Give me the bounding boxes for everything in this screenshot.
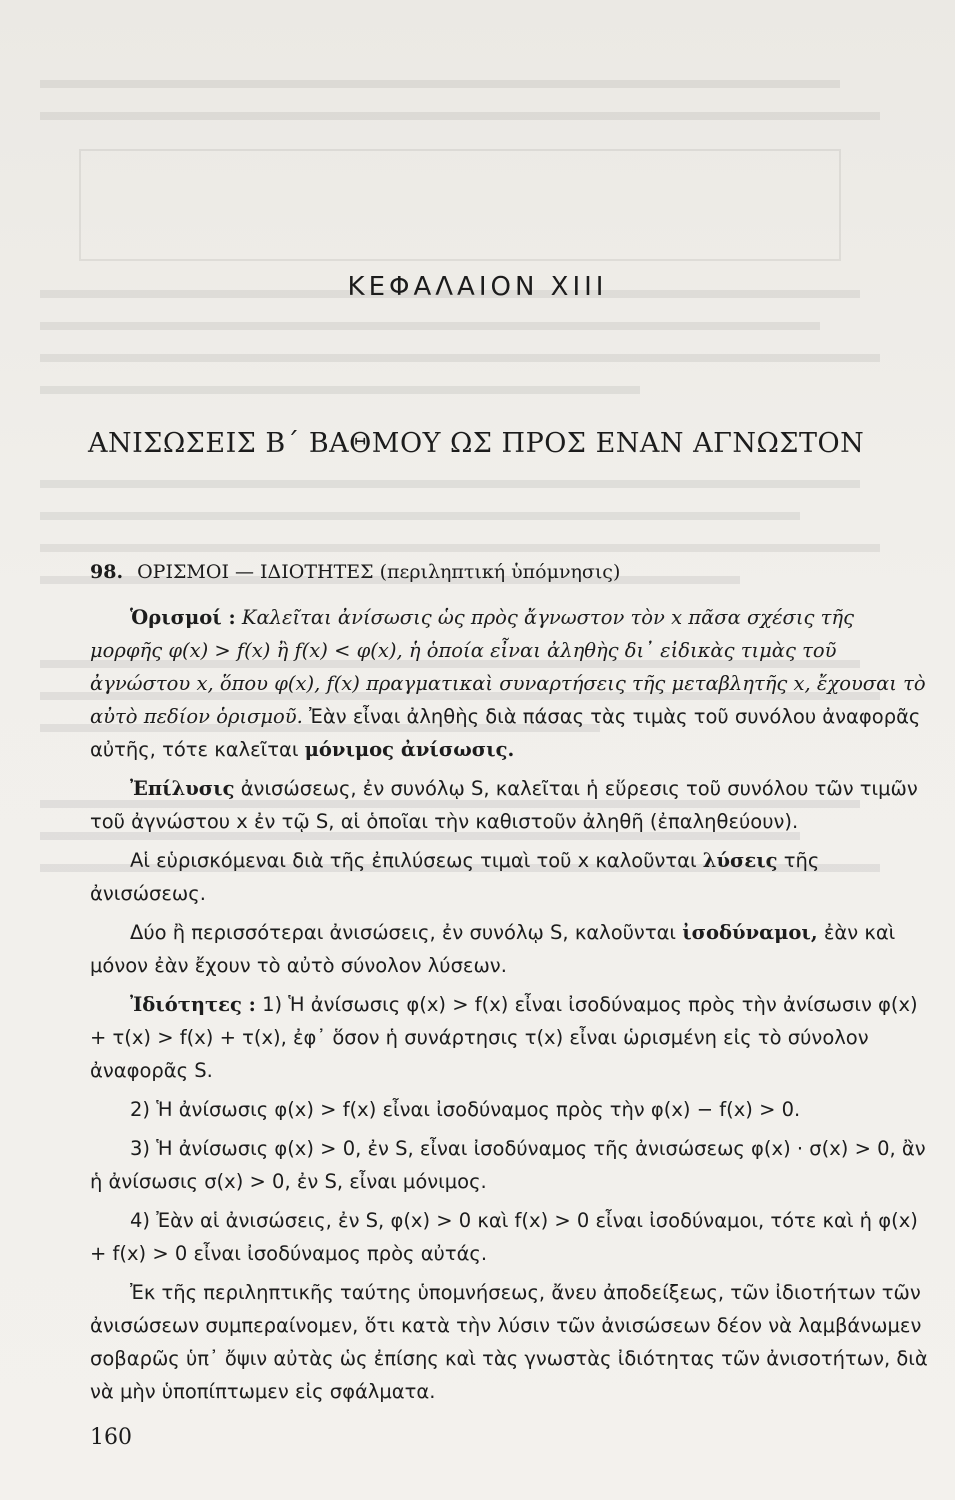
solutions-term: λύσεις [702, 849, 778, 872]
property-4: 4) Ἐὰν αἱ ἀνισώσεις, ἐν S, φ(x) > 0 καὶ f(x) > 0 εἶναι ἰσοδύναμοι, τότε καὶ ἡ φ(x) + f(x) > 0 εἶναι ἰσοδύναμος πρὸς αὐτάς. [90, 1209, 918, 1265]
property-1 [90, 988, 930, 1087]
property-2: 2) Ἡ ἀνίσωσις φ(x) > f(x) εἶναι ἰσοδύναμος πρὸς τὴν φ(x) − f(x) > 0. [130, 1098, 801, 1121]
equivalent-text-2: ἐὰν καὶ μόνον ἐὰν ἔχουν τὸ αὐτὸ σύνολον λύσεων. [90, 921, 896, 977]
section-number: 98. [90, 561, 124, 583]
equivalent-paragraph [90, 916, 930, 982]
permanent-inequality-term: μόνιμος ἀνίσωσις. [304, 738, 515, 761]
solution-paragraph [90, 772, 930, 838]
definitions-text-2: Ἐὰν εἶναι ἀληθὴς διὰ πάσας τὰς τιμὰς τοῦ συνόλου ἀναφορᾶς αὐτῆς, τότε καλεῖται [90, 705, 921, 761]
page-number: 160 [90, 1425, 132, 1450]
solution-text: ἀνισώσεως, ἐν συνόλῳ S, καλεῖται ἡ εὕρεσις τοῦ συνόλου τῶν τιμῶν τοῦ ἀγνώστου x ἐν τῷ S, αἱ ὁποῖαι τὴν καθιστοῦν ἀληθῆ (ἐπαληθεύουν). [90, 777, 918, 833]
properties-label: Ἰδιότητες : [130, 993, 256, 1016]
closing-paragraph: Ἐκ τῆς περιληπτικῆς ταύτης ὑπομνήσεως, ἄνευ ἀποδείξεως, τῶν ἰδιοτήτων τῶν ἀνισώσεων συμπεραίνομεν, ὅτι κατὰ τὴν λύσιν τῶν ἀνισώσεων δέον νὰ λαμβάνωμεν σοβαρῶς ὑπ᾽ ὄψιν αὐτὰς ὡς ἐπίσης καὶ τὰς γνωστὰς ἰδιότητας τῶν ἀνισοτήτων, διὰ νὰ μὴν ὑποπίπτωμεν εἰς σφάλματα. [90, 1281, 928, 1403]
chapter-title: ΑΝΙΣΩΣΕΙΣ Β΄ ΒΑΘΜΟΥ ΩΣ ΠΡΟΣ ΕΝΑΝ ΑΓΝΩΣΤΟΝ [88, 428, 865, 459]
definitions-text: Καλεῖται ἀνίσωσις ὡς πρὸς ἄγνωστον τὸν x πᾶσα σχέσις τῆς μορφῆς φ(x) > f(x) ἢ f(x) < φ(x), ἡ ὁποία εἶναι ἀληθὴς δι᾽ εἰδικὰς τιμὰς τοῦ ἀγνώστου x, ὅπου φ(x), f(x) πραγματικαὶ συναρτήσεις τῆς μεταβλητῆς x, ἔχουσαι τὸ αὐτὸ πεδίον ὁρισμοῦ. [90, 606, 926, 728]
chapter-heading: ΚΕΦΑΛΑΙΟΝ XIII [347, 272, 608, 302]
property-3: 3) Ἡ ἀνίσωσις φ(x) > 0, ἐν S, εἶναι ἰσοδύναμος τῆς ἀνισώσεως φ(x) · σ(x) > 0, ἂν ἡ ἀνίσωσις σ(x) > 0, ἐν S, εἶναι μόνιμος. [90, 1137, 926, 1193]
definitions-label: Ὁρισμοί : [130, 606, 236, 629]
solutions-text: Αἱ εὑρισκόμεναι διὰ τῆς ἐπιλύσεως τιμαὶ τοῦ x καλοῦνται [130, 849, 697, 872]
solutions-text-2: τῆς ἀνισώσεως. [90, 849, 820, 905]
equivalent-text: Δύο ἢ περισσότεραι ἀνισώσεις, ἐν συνόλῳ S, καλοῦνται [130, 921, 677, 944]
definitions-paragraph [90, 601, 930, 766]
property-1-text: 1) Ἡ ἀνίσωσις φ(x) > f(x) εἶναι ἰσοδύναμος πρὸς τὴν ἀνίσωσιν φ(x) + τ(x) > f(x) + τ(x), ἐφ᾽ ὅσον ἡ συνάρτησις τ(x) εἶναι ὡρισμένη εἰς τὸ σύνολον ἀναφορᾶς S. [90, 993, 918, 1082]
solution-term: Ἐπίλυσις [130, 777, 235, 800]
section-title: ΟΡΙΣΜΟΙ — ΙΔΙΟΤΗΤΕΣ (περιληπτική ὑπόμνησις) [137, 561, 621, 583]
page-body [90, 556, 930, 1414]
equivalent-term: ἰσοδύναμοι, [682, 921, 818, 944]
section-heading [90, 556, 930, 589]
solutions-paragraph [90, 844, 930, 910]
